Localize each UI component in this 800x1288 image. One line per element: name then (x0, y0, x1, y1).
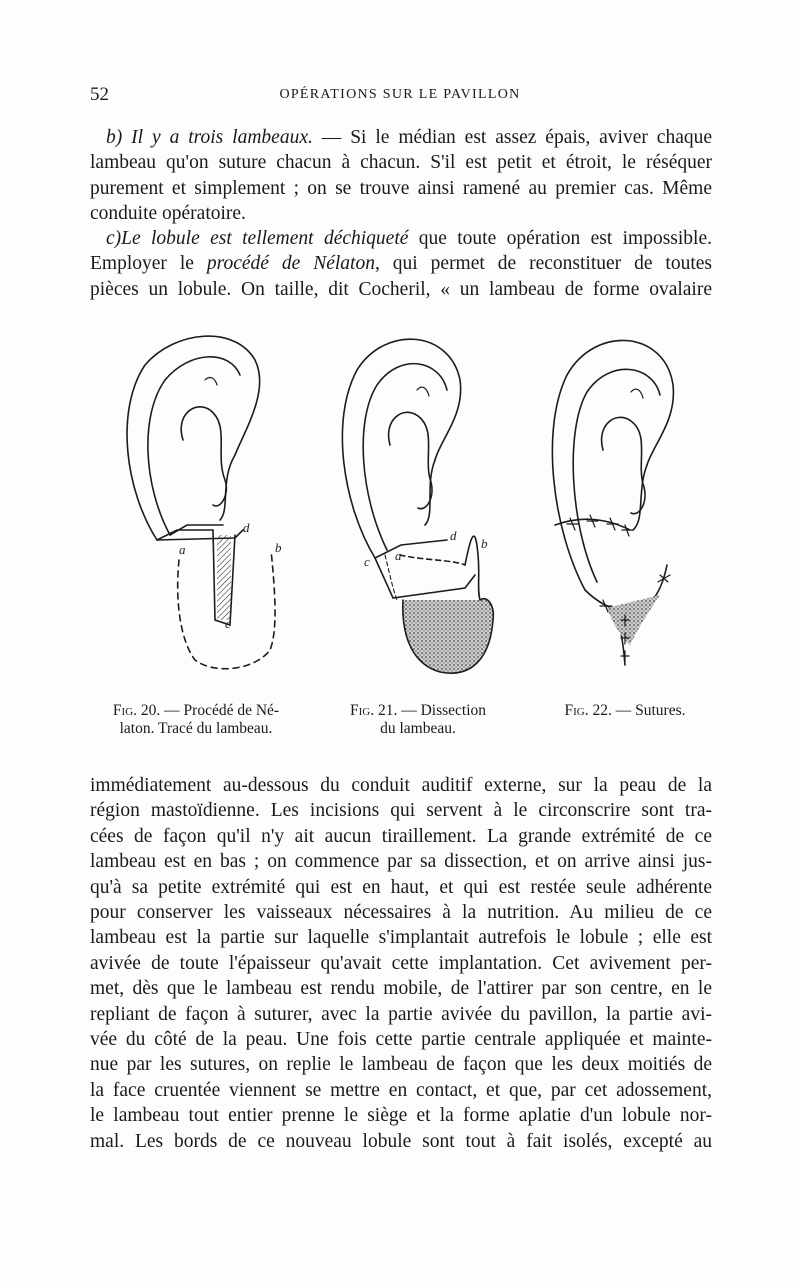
figure-22-caption (535, 702, 715, 720)
caption-number: Fig. 22. (564, 702, 612, 719)
figure-22-drawing (552, 340, 673, 665)
ear-figures (85, 320, 715, 700)
paragraph-b (90, 125, 712, 227)
paragraph-main (90, 773, 712, 1154)
item-marker: c) (106, 228, 122, 249)
text-line: nue par les sutures, on replie le lambeau de façon que les deux moitiés de (90, 1054, 712, 1076)
text-span: Employer le (90, 253, 207, 275)
caption-text: — Procédé de Né- (160, 702, 280, 719)
text-line: immédiatement au-dessous du conduit auditif externe, sur la peau de la (90, 775, 712, 796)
figure-21-label-b: b (481, 536, 488, 551)
emphasis: procédé de Nélaton (206, 253, 375, 275)
text-line: qu'à sa petite extrémité qui est en haut, et qui est restée seule adhérente (90, 876, 712, 898)
caption-number: Fig. 20. (112, 702, 161, 719)
text-line: lambeau qu'on suture chacun à chacun. S'il est petit et étroit, le réséquer (90, 152, 712, 174)
text-line: purement et simplement ; on se trouve ainsi ramené au premier cas. Même (90, 177, 712, 199)
text-line: cées de façon qu'il n'y ait aucun tiraillement. La grande extrémité de ce (90, 825, 712, 847)
text-line: mal. Les bords de ce nouveau lobule sont tout à fait isolés, excepté au (90, 1130, 712, 1152)
text-line: vée du côté de la peau. Une fois cette partie centrale appliquée et mainte- (90, 1029, 712, 1051)
running-title: OPÉRATIONS SUR LE PAVILLON (279, 87, 521, 102)
figure-20-label-d: d (243, 520, 250, 535)
figure-21-drawing (342, 339, 493, 673)
figures-block (85, 320, 715, 700)
figure-21-label-d: d (450, 528, 457, 543)
item-heading: Le lobule est tellement déchiqueté (121, 228, 409, 249)
paragraph-c (90, 226, 712, 302)
page-number: 52 (90, 84, 109, 105)
figure-21-label-c: c (364, 554, 370, 569)
text-line (90, 226, 712, 251)
figure-20-label-b: b (275, 540, 282, 555)
text-span: — Si le médian est assez épais, aviver chaque (312, 127, 713, 148)
figure-20-drawing (127, 336, 275, 669)
text-line: la face cruentée viennent se mettre en contact, et que, par cet adossement, (90, 1079, 712, 1101)
figure-20-label-c: c (225, 616, 231, 631)
text-span: que toute opération est impossible. (408, 228, 713, 249)
text-line: le lambeau tout entier prenne le siège et la forme aplatie d'un lobule nor- (90, 1105, 712, 1127)
text-line (90, 251, 712, 276)
item-marker: b) (106, 127, 123, 148)
text-line: conduite opératoire. (90, 203, 246, 225)
caption-number: Fig. 21. (349, 702, 398, 719)
caption-text: — Dissection (397, 702, 487, 719)
figure-20-caption (88, 702, 304, 738)
text-line (90, 125, 712, 150)
caption-text: du lambeau. (380, 720, 456, 737)
item-heading: Il y a trois lambeaux. (131, 127, 313, 148)
text-line: pièces un lobule. On taille, dit Cocheril, « un lambeau de forme ovalaire (90, 278, 712, 300)
caption-text: — Sutures. (611, 702, 686, 719)
text-line: région mastoïdienne. Les incisions qui servent à le circonscrire sont tra- (90, 800, 712, 822)
running-head (90, 84, 710, 108)
caption-text: laton. Tracé du lambeau. (119, 720, 273, 737)
text-line: pour conserver les vaisseaux nécessaires à la nutrition. Au milieu de ce (90, 902, 712, 924)
text-line: avivée de toute l'épaisseur qu'avait cette implantation. Cet avivement per- (90, 952, 712, 974)
text-span: , qui permet de reconstituer de toutes (374, 253, 713, 275)
figure-20-label-a: a (179, 542, 186, 557)
text-line: lambeau est en bas ; on commence par sa dissection, et on arrive ainsi jus- (90, 851, 712, 873)
text-line: repliant de façon à suturer, avec la partie avivée du pavillon, la partie avi- (90, 1003, 712, 1025)
text-line: met, dès que le lambeau est rendu mobile, de l'attirer par son centre, en le (90, 978, 712, 1000)
figure-21-caption (328, 702, 508, 738)
figure-21-label-a: a (395, 548, 402, 563)
text-line: lambeau est la partie sur laquelle s'implantait autrefois le lobule ; elle est (90, 927, 712, 949)
